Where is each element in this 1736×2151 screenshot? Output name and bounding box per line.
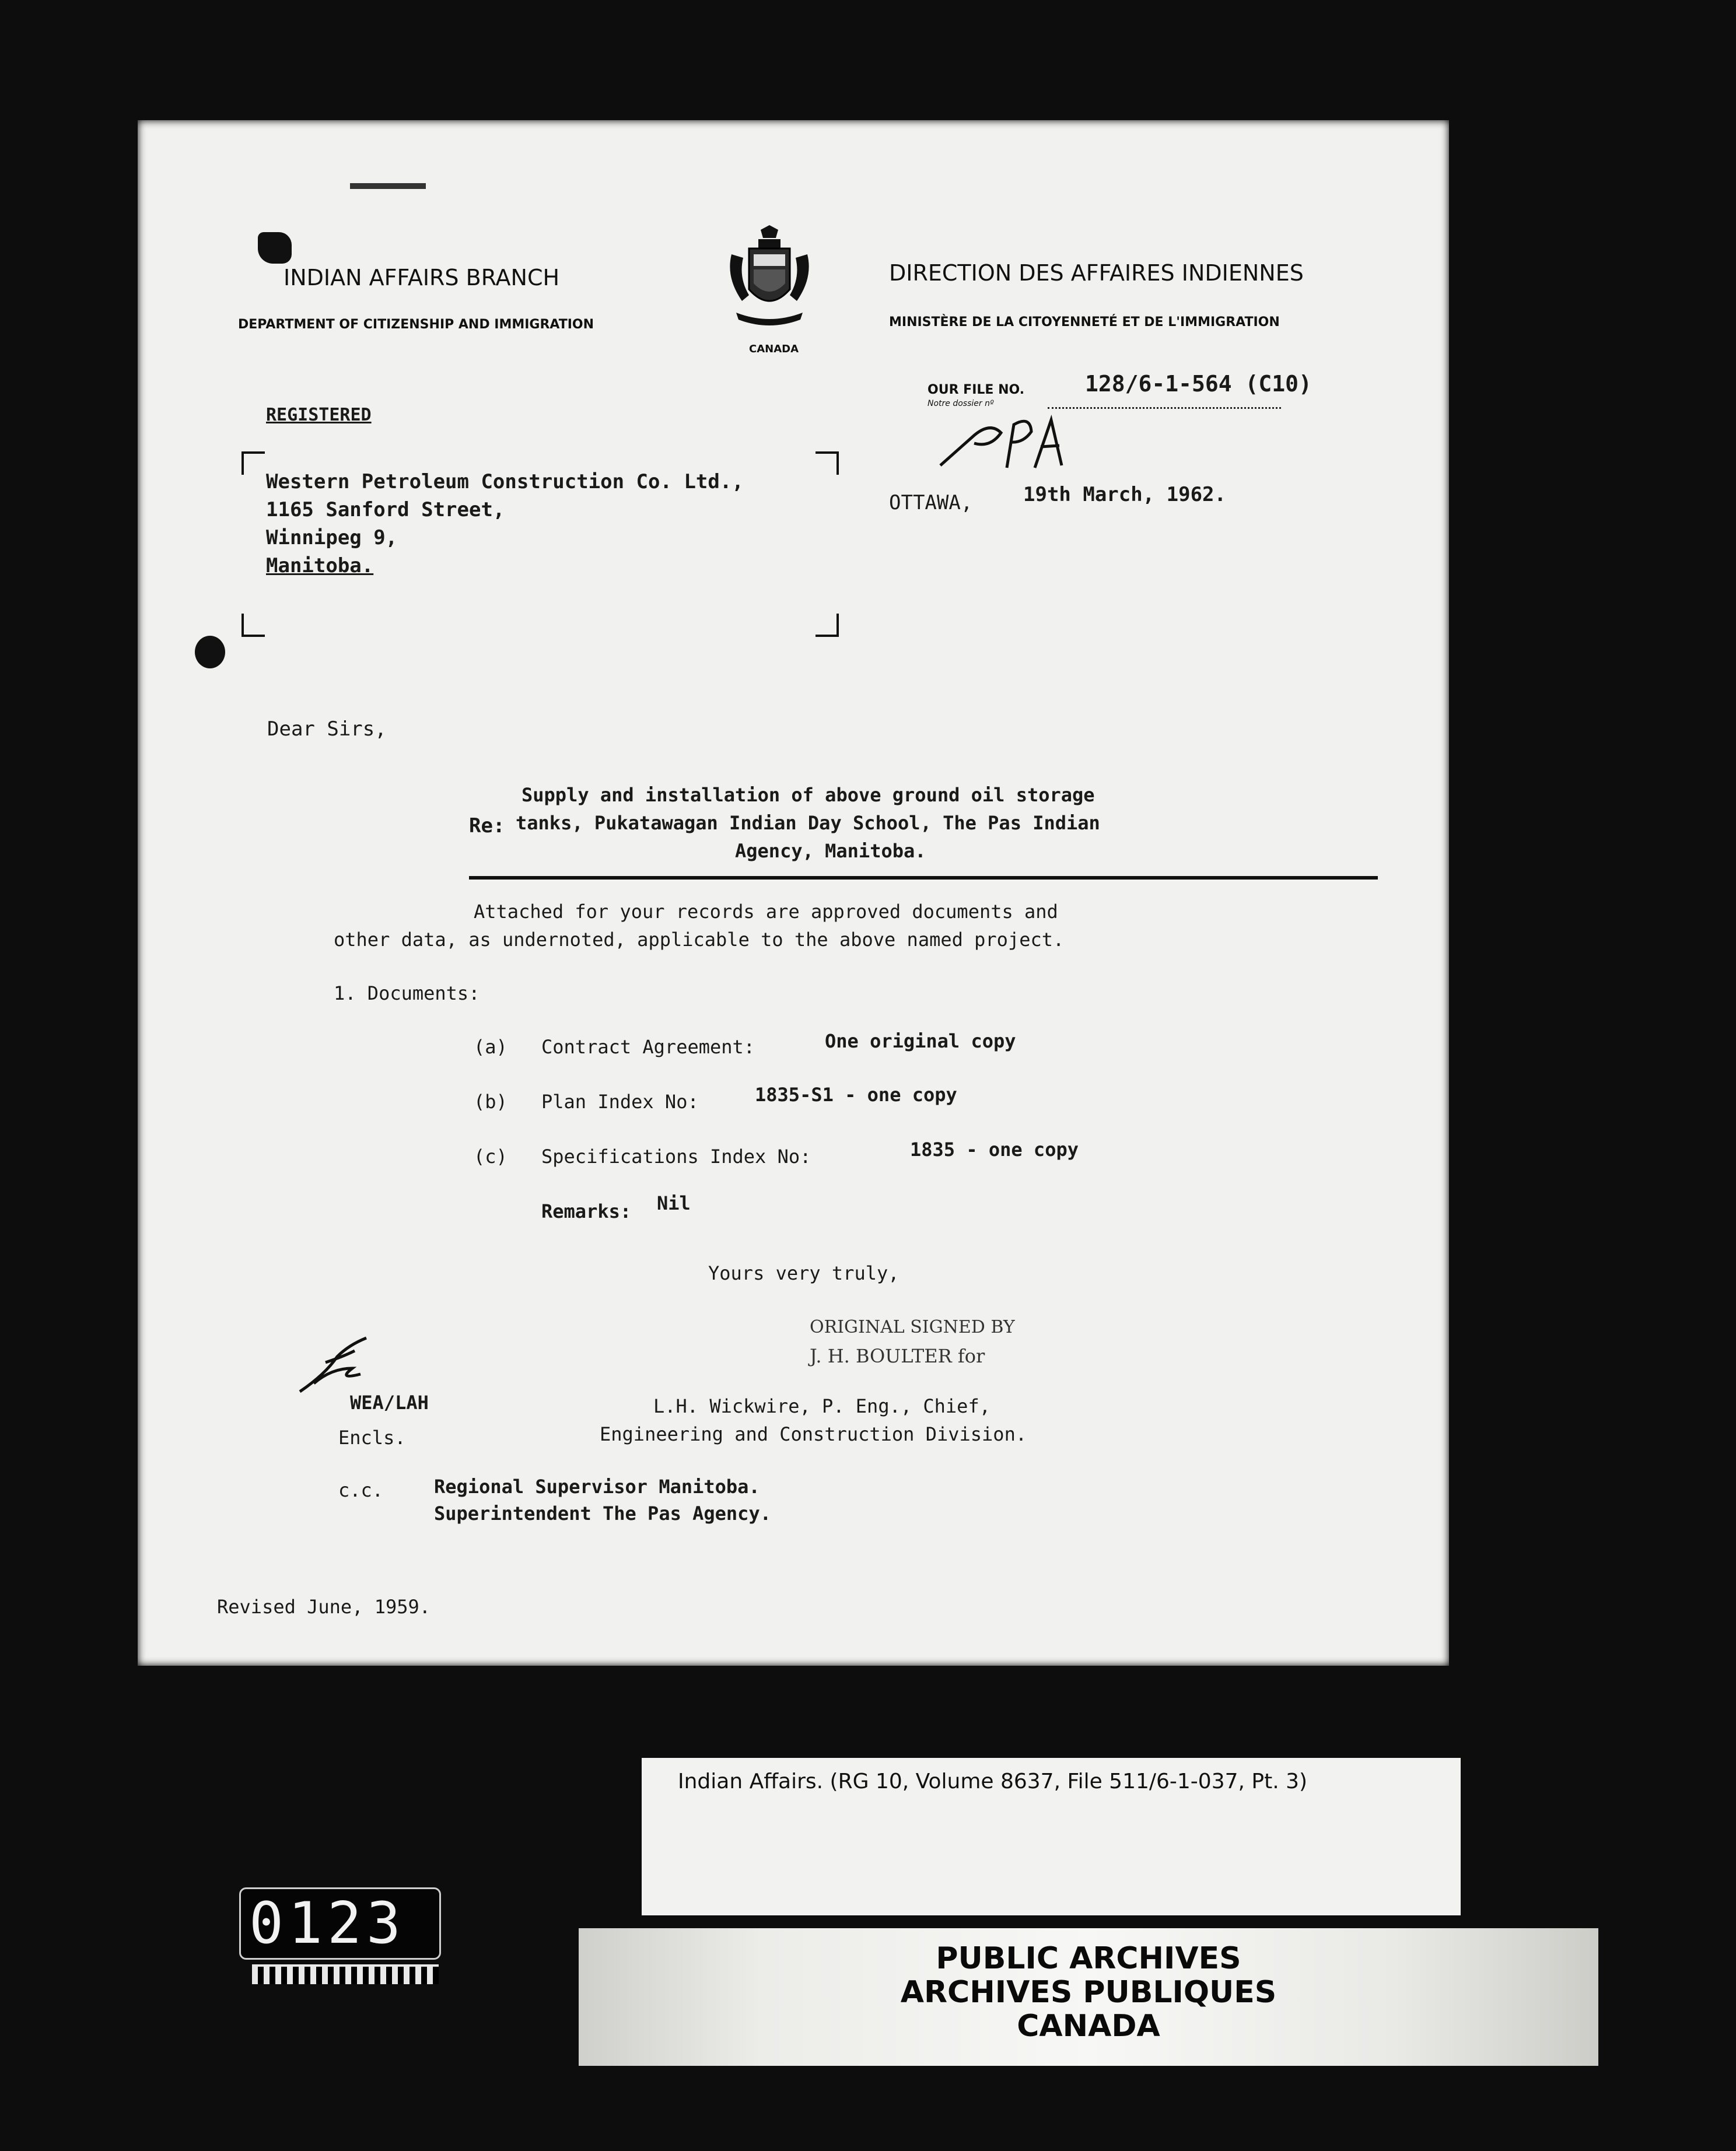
svg-text:PA: PA bbox=[878, 351, 880, 352]
body-line-1: Attached for your records are approved documents and bbox=[474, 901, 1058, 923]
address-bracket-bl bbox=[242, 614, 265, 637]
file-label: OUR FILE NO. bbox=[928, 383, 1025, 397]
original-signed-stamp-line-2: J. H. BOULTER for bbox=[810, 1345, 985, 1367]
closing: Yours very truly, bbox=[708, 1262, 900, 1284]
subject-underline bbox=[469, 876, 1378, 880]
documents-heading: 1. Documents: bbox=[334, 982, 480, 1004]
dateline-city: OTTAWA, bbox=[889, 491, 973, 514]
direction-title: DIRECTION DES AFFAIRES INDIENNES bbox=[889, 260, 1304, 286]
subject-line-3: Agency, Manitoba. bbox=[735, 840, 926, 862]
handwritten-scribble bbox=[296, 1333, 378, 1397]
subject-line-1: Supply and installation of above ground oil storage bbox=[522, 784, 1095, 806]
archive-citation: Indian Affairs. (RG 10, Volume 8637, File 511/6-1-037, Pt. 3) bbox=[678, 1770, 1308, 1793]
remarks-label: Remarks: bbox=[541, 1200, 632, 1222]
original-signed-stamp-line-1: ORIGINAL SIGNED BY bbox=[810, 1317, 1015, 1337]
doc-a-label: Contract Agreement: bbox=[541, 1036, 755, 1058]
coat-of-arms-emblem bbox=[726, 225, 813, 330]
signature-line-2: Engineering and Construction Division. bbox=[600, 1423, 1027, 1445]
address-bracket-tr bbox=[816, 451, 839, 475]
signature-line-1: L.H. Wickwire, P. Eng., Chief, bbox=[653, 1395, 991, 1417]
ministere-name: MINISTÈRE DE LA CITOYENNETÉ ET DE L'IMMIGRATION bbox=[889, 315, 1280, 330]
doc-b-marker: (b) bbox=[474, 1091, 508, 1113]
address-line-2: 1165 Sanford Street, bbox=[266, 498, 505, 521]
address-line-4: Manitoba. bbox=[266, 554, 374, 577]
cc-line-2: Superintendent The Pas Agency. bbox=[434, 1502, 771, 1525]
archive-stamp-strip bbox=[579, 1928, 1598, 2066]
doc-c-value: 1835 - one copy bbox=[910, 1138, 1079, 1161]
address-line-1: Western Petroleum Construction Co. Ltd., bbox=[266, 470, 744, 493]
hole-punch bbox=[195, 636, 225, 668]
ink-mark bbox=[350, 183, 426, 189]
letter-page bbox=[138, 120, 1449, 1666]
branch-title: INDIAN AFFAIRS BRANCH bbox=[284, 265, 560, 290]
address-bracket-br bbox=[816, 614, 839, 637]
dateline-date: 19th March, 1962. bbox=[1023, 483, 1226, 506]
subject-line-2: tanks, Pukatawagan Indian Day School, The Pas Indian bbox=[516, 812, 1100, 834]
film-sprocket-strip bbox=[252, 1964, 439, 1984]
salutation: Dear Sirs, bbox=[267, 717, 387, 741]
cc-line-1: Regional Supervisor Manitoba. bbox=[434, 1476, 760, 1498]
body-line-2: other data, as undernoted, applicable to the above named project. bbox=[334, 929, 1065, 951]
cc-label: c.c. bbox=[338, 1479, 384, 1501]
reference-initials: WEA/LAH bbox=[350, 1392, 429, 1414]
doc-a-marker: (a) bbox=[474, 1036, 508, 1058]
subject-prefix: Re: bbox=[469, 814, 505, 838]
doc-c-marker: (c) bbox=[474, 1145, 508, 1168]
revised-footer: Revised June, 1959. bbox=[217, 1596, 431, 1618]
address-bracket-tl bbox=[242, 451, 265, 475]
address-line-3: Winnipeg 9, bbox=[266, 526, 398, 549]
department-name: DEPARTMENT OF CITIZENSHIP AND IMMIGRATION bbox=[238, 317, 594, 332]
frame-counter-digits: 0123 bbox=[249, 1890, 406, 1957]
frame-counter bbox=[239, 1887, 441, 1960]
archive-line-3: CANADA bbox=[1017, 2009, 1160, 2044]
archive-line-2: ARCHIVES PUBLIQUES bbox=[900, 1975, 1277, 2010]
doc-b-value: 1835-S1 - one copy bbox=[755, 1084, 957, 1106]
registered-label: REGISTERED bbox=[266, 405, 372, 425]
doc-a-value: One original copy bbox=[825, 1030, 1016, 1052]
file-label-fr: Notre dossier nº bbox=[928, 399, 994, 408]
archive-citation-card bbox=[642, 1758, 1461, 1915]
enclosures: Encls. bbox=[338, 1427, 406, 1449]
archive-line-1: PUBLIC ARCHIVES bbox=[936, 1941, 1241, 1976]
doc-b-label: Plan Index No: bbox=[541, 1091, 699, 1113]
doc-c-label: Specifications Index No: bbox=[541, 1145, 811, 1168]
file-number: 128/6-1-564 (C10) bbox=[1085, 371, 1312, 397]
file-dotted-rule bbox=[1048, 407, 1281, 409]
remarks-value: Nil bbox=[657, 1192, 691, 1214]
crest-label: CANADA bbox=[749, 343, 799, 355]
ink-blot bbox=[258, 232, 292, 264]
